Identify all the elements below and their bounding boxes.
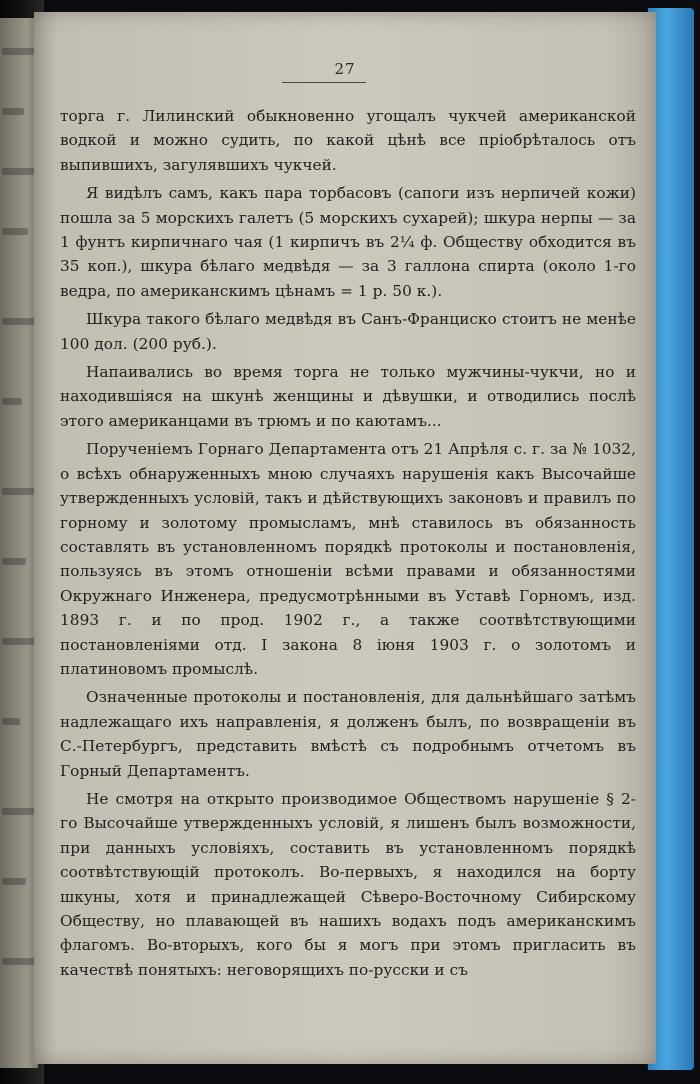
page-number: 27 [334, 60, 356, 78]
paragraph: Не смотря на открыто производимое Обществомъ нарушеніе § 2-го Высочайше утвержденныхъ условій, я лишенъ былъ возможности, при данныхъ условіяхъ, составить въ установленномъ порядкѣ соотвѣтствующій протоколъ. Во-первыхъ, я находился на борту шкуны, хотя и принадлежащей Сѣверо-Восточному Сибирскому Обществу, но плавающей въ нашихъ водахъ подъ американскимъ флагомъ. Во-вторыхъ, кого бы я могъ при этомъ пригласить въ качествѣ понятыхъ: неговорящихъ по-русски и съ [60, 789, 636, 979]
facing-page-edge [0, 18, 38, 1068]
paragraph: Шкура такого бѣлаго медвѣдя въ Санъ-Франциско стоитъ не менѣе 100 дол. (200 руб.). [60, 310, 636, 353]
page-number-rule [282, 82, 366, 83]
page-text [60, 104, 636, 982]
paragraph: Порученіемъ Горнаго Департамента отъ 21 Апрѣля с. г. за № 1032, о всѣхъ обнаруженныхъ мною случаяхъ нарушенія какъ Высочайше утвержденныхъ условій, такъ и дѣйствующихъ законовъ и правилъ по горному и золотому промысламъ, мнѣ ставилось въ обязанность составлять въ установленномъ порядкѣ протоколы и постановленія, пользуясь въ этомъ отношеніи всѣми правами и обязанностями Окружнаго Инженера, предусмотрѣнными въ Уставѣ Горномъ, изд. 1893 г. и по прод. 1902 г., а также соотвѣтствующими постановленіями отд. I закона 8 іюня 1903 г. о золотомъ и платиновомъ промыслѣ. [60, 440, 636, 678]
paragraph: Означенные протоколы и постановленія, для дальнѣйшаго затѣмъ надлежащаго ихъ направленія, я долженъ былъ, по возвращеніи въ С.-Петербургъ, представить вмѣстѣ съ подробнымъ отчетомъ въ Горный Департаментъ. [60, 688, 636, 780]
paragraph-continued: торга г. Лилинский обыкновенно угощалъ чукчей американской водкой и можно судить, по какой цѣнѣ все пріобрѣталось отъ выпившихъ, загулявшихъ чукчей. [60, 107, 636, 174]
book-page [34, 12, 656, 1064]
paragraph: Я видѣлъ самъ, какъ пара торбасовъ (сапоги изъ нерпичей кожи) пошла за 5 морскихъ галетъ (5 морскихъ сухарей); шкура нерпы — за 1 фунтъ кирпичнаго чая (1 кирпичъ въ 2¼ ф. Обществу обходится въ 35 коп.), шкура бѣлаго медвѣдя — за 3 галлона спирта (около 1-го ведра, по американскимъ цѣнамъ = 1 р. 50 к.). [60, 184, 636, 300]
paragraph: Напаивались во время торга не только мужчины-чукчи, но и находившіяся на шкунѣ женщины и дѣвушки, и отводились послѣ этого американцами въ трюмъ и по каютамъ... [60, 363, 636, 430]
